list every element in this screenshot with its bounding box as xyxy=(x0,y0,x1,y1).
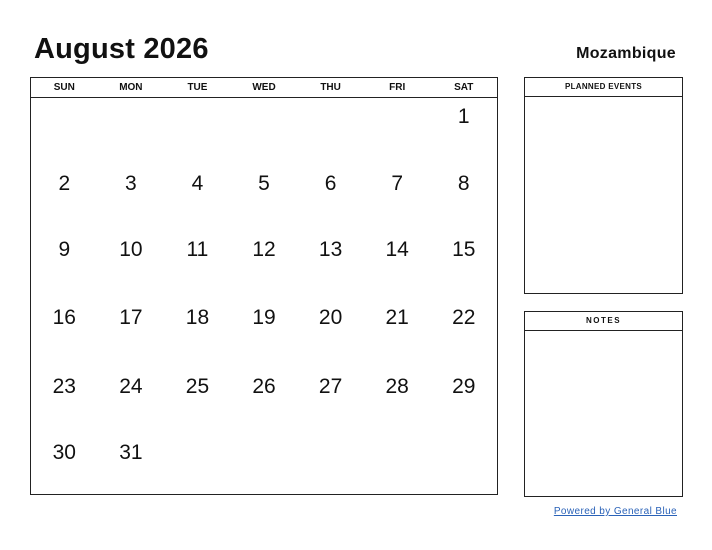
powered-by-link[interactable]: Powered by General Blue xyxy=(553,506,677,517)
weekday-sat: SAT xyxy=(454,82,474,93)
planned-events-panel xyxy=(524,77,683,294)
day-cell: 27 xyxy=(318,375,343,398)
day-cell xyxy=(297,434,364,472)
day-cell: 28 xyxy=(385,375,409,398)
month-title: August 2026 xyxy=(34,33,209,65)
day-cell: 25 xyxy=(185,375,210,398)
day-cell: 26 xyxy=(252,375,276,398)
week-row xyxy=(31,299,497,337)
day-cell: 19 xyxy=(252,306,276,329)
day-cell: 3 xyxy=(125,172,137,195)
day-cell: 7 xyxy=(391,172,404,195)
calendar-weeks xyxy=(31,98,497,495)
day-cell: 8 xyxy=(457,172,470,195)
day-cell: 2 xyxy=(58,172,71,195)
day-cell xyxy=(231,434,298,472)
day-cell: 22 xyxy=(452,306,476,329)
week-row xyxy=(31,434,497,472)
calendar-grid xyxy=(30,77,498,495)
day-cell: 15 xyxy=(452,238,476,261)
week-row xyxy=(31,368,497,406)
day-cell xyxy=(430,434,497,472)
day-cell: 1 xyxy=(457,105,470,128)
day-cell: 6 xyxy=(324,172,337,195)
notes-panel xyxy=(524,311,683,497)
weekday-thu: THU xyxy=(320,82,341,93)
day-cell: 23 xyxy=(52,375,76,398)
day-cell xyxy=(164,98,231,136)
planned-events-title: PLANNED EVENTS xyxy=(525,78,682,97)
day-cell xyxy=(364,434,431,472)
day-cell xyxy=(364,98,431,136)
day-cell: 14 xyxy=(385,238,409,261)
weekday-sun: SUN xyxy=(53,82,75,93)
day-cell xyxy=(98,98,165,136)
day-cell: 21 xyxy=(385,306,409,329)
day-cell: 13 xyxy=(318,238,343,261)
day-cell: 20 xyxy=(318,306,343,329)
day-cell: 29 xyxy=(452,375,476,398)
day-cell xyxy=(31,98,98,136)
week-row xyxy=(31,231,497,269)
weekday-fri: FRI xyxy=(389,82,406,93)
week-row xyxy=(31,165,497,203)
day-cell: 4 xyxy=(191,172,204,195)
day-cell: 11 xyxy=(186,238,209,261)
day-cell: 17 xyxy=(119,306,143,329)
day-cell: 12 xyxy=(252,238,276,261)
weekday-wed: WED xyxy=(252,82,276,93)
weekday-header-row xyxy=(31,78,497,98)
weekday-mon: MON xyxy=(119,82,143,93)
day-cell: 18 xyxy=(185,306,210,329)
week-row xyxy=(31,98,497,136)
country-label: Mozambique xyxy=(576,45,676,62)
day-cell xyxy=(231,98,298,136)
day-cell: 10 xyxy=(119,238,143,261)
weekday-tue: TUE xyxy=(187,82,208,93)
notes-title: NOTES xyxy=(525,312,682,331)
day-cell: 9 xyxy=(58,238,71,261)
day-cell xyxy=(164,434,231,472)
day-cell: 16 xyxy=(52,306,76,329)
day-cell: 30 xyxy=(52,441,76,464)
day-cell: 24 xyxy=(119,375,143,398)
day-cell: 5 xyxy=(258,172,270,195)
day-cell: 31 xyxy=(119,441,143,464)
day-cell xyxy=(297,98,364,136)
